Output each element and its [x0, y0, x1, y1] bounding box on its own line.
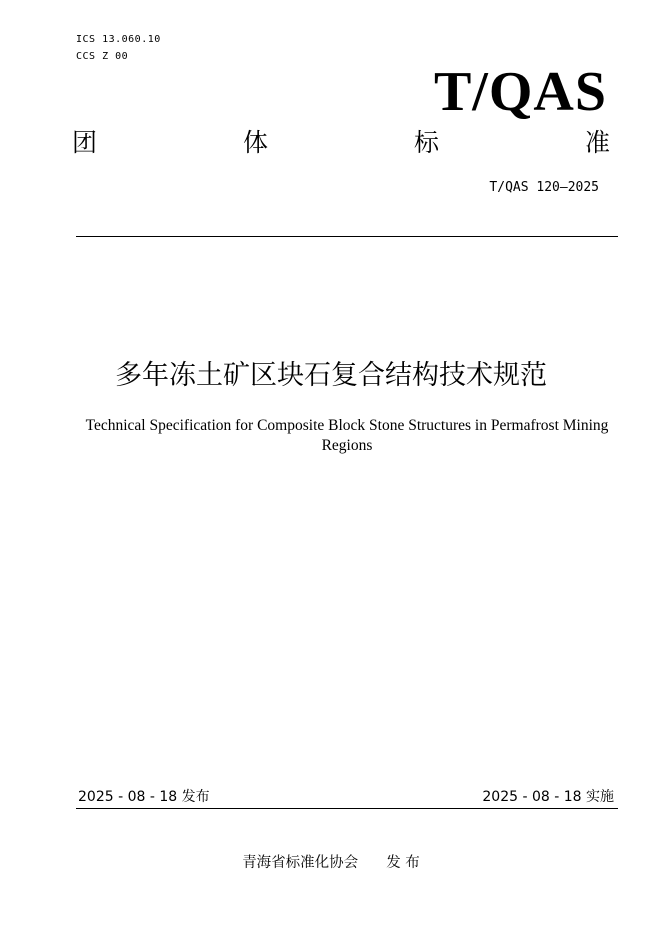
publisher-name: 青海省标准化协会 — [242, 855, 359, 871]
standard-number: T/QAS 120—2025 — [489, 180, 599, 195]
publisher-line — [0, 853, 662, 873]
document-title-chinese: 多年冻土矿区块石复合结构技术规范 — [115, 360, 547, 391]
ccs-code: CCS Z 00 — [76, 51, 129, 62]
document-title-english: Technical Specification for Composite Block Stone Structures in Permafrost Mining Regions — [85, 417, 609, 454]
standard-logo: T/QAS — [433, 61, 607, 123]
implementation-date: 2025 - 08 - 18 实施 — [482, 789, 614, 805]
standard-category — [72, 126, 610, 160]
ics-code: ICS 13.060.10 — [76, 34, 161, 45]
top-divider — [76, 236, 618, 237]
publish-action: 发 布 — [386, 855, 420, 871]
bottom-divider — [76, 808, 618, 809]
category-char: 准 — [584, 128, 610, 157]
category-char: 标 — [413, 128, 439, 157]
publish-date: 2025 - 08 - 18 发布 — [78, 789, 210, 805]
category-char: 体 — [242, 128, 268, 157]
category-char: 团 — [72, 128, 98, 157]
